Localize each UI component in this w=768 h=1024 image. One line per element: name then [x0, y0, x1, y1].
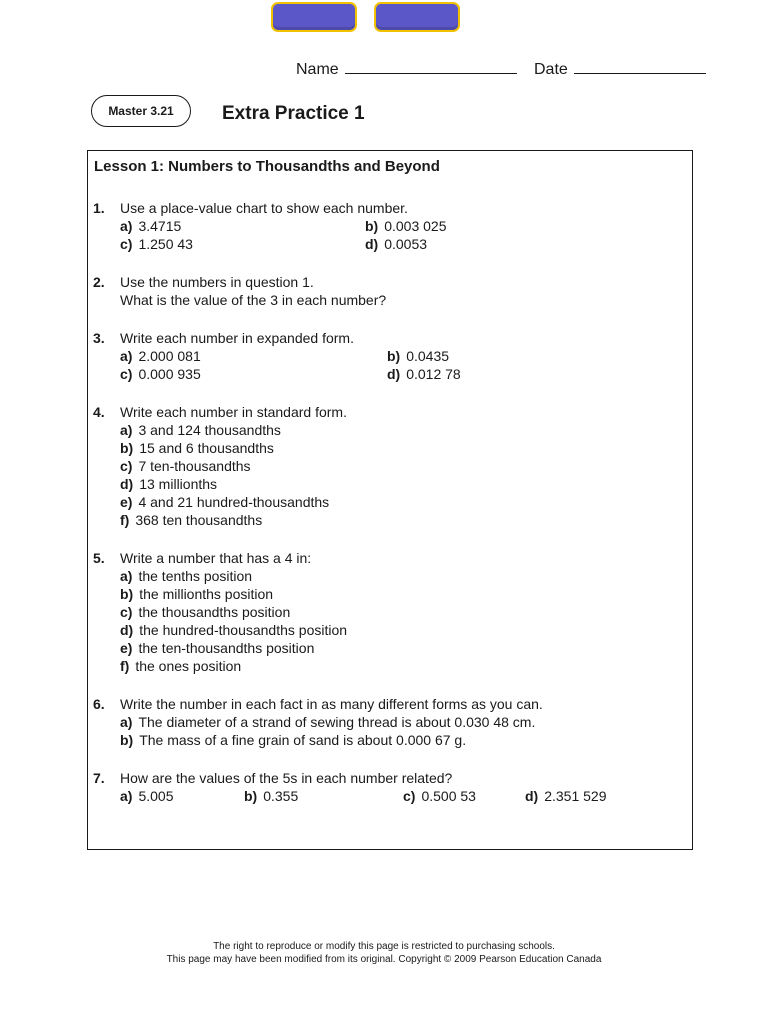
answer-part: d) 13 millionths	[120, 476, 218, 492]
name-blank-line	[345, 59, 517, 74]
answer-part: c) 7 ten-thousandths	[120, 458, 251, 474]
answer-part: e) the ten-thousandths position	[120, 640, 315, 656]
answer-part: b) 0.355	[244, 788, 299, 804]
question-number: 5.	[93, 550, 105, 566]
question-number: 6.	[93, 696, 105, 712]
answer-part: d) the hundred-thousandths position	[120, 622, 348, 638]
date-field	[534, 59, 706, 79]
question-prompt: Use a place-value chart to show each number.	[120, 200, 408, 216]
toolbar-button-left[interactable]	[271, 2, 357, 32]
date-label: Date	[534, 61, 568, 78]
question-prompt: Write the number in each fact in as many different forms as you can.	[120, 696, 543, 712]
answer-part: b) 0.003 025	[365, 218, 447, 234]
answer-part: c) 1.250 43	[120, 236, 193, 252]
answer-part: b) 0.0435	[387, 348, 450, 364]
lesson-title: Lesson 1: Numbers to Thousandths and Beyond	[94, 158, 440, 175]
answer-part: e) 4 and 21 hundred-thousandths	[120, 494, 330, 510]
answer-part: c) the thousandths position	[120, 604, 291, 620]
toolbar-button-right[interactable]	[374, 2, 460, 32]
question-prompt: Write each number in standard form.	[120, 404, 347, 420]
answer-part: d) 0.012 78	[387, 366, 461, 382]
answer-part: b) The mass of a fine grain of sand is about 0.000 67 g.	[120, 732, 467, 748]
footer-line-1: The right to reproduce or modify this page is restricted to purchasing schools.	[213, 941, 555, 952]
answer-part: f) the ones position	[120, 658, 242, 674]
footer-line-2: This page may have been modified from its original. Copyright © 2009 Pearson Education Canada	[166, 954, 602, 965]
answer-part: a) The diameter of a strand of sewing thread is about 0.030 48 cm.	[120, 714, 536, 730]
question-number: 7.	[93, 770, 105, 786]
answer-part: a) 5.005	[120, 788, 174, 804]
date-blank-line	[574, 59, 706, 74]
page-title: Extra Practice 1	[222, 103, 365, 124]
answer-part: d) 2.351 529	[525, 788, 607, 804]
answer-part: a) 2.000 081	[120, 348, 201, 364]
master-badge: Master 3.21	[91, 95, 191, 127]
answer-part: c) 0.500 53	[403, 788, 476, 804]
answer-part: a) 3.4715	[120, 218, 182, 234]
answer-part: b) 15 and 6 thousandths	[120, 440, 274, 456]
answer-part: c) 0.000 935	[120, 366, 201, 382]
question-prompt: Use the numbers in question 1.	[120, 274, 314, 290]
question-number: 3.	[93, 330, 105, 346]
question-number: 1.	[93, 200, 105, 216]
name-label: Name	[296, 61, 339, 78]
answer-part: a) the tenths position	[120, 568, 253, 584]
question-prompt: Write each number in expanded form.	[120, 330, 354, 346]
question-prompt: How are the values of the 5s in each number related?	[120, 770, 453, 786]
question-number: 2.	[93, 274, 105, 290]
question-prompt: Write a number that has a 4 in:	[120, 550, 312, 566]
answer-part: a) 3 and 124 thousandths	[120, 422, 281, 438]
answer-part: b) the millionths position	[120, 586, 274, 602]
question-number: 4.	[93, 404, 105, 420]
name-field	[296, 59, 517, 79]
answer-part: d) 0.0053	[365, 236, 428, 252]
practice-box	[87, 150, 693, 850]
question-prompt-line2: What is the value of the 3 in each number?	[120, 292, 387, 308]
answer-part: f) 368 ten thousandths	[120, 512, 263, 528]
